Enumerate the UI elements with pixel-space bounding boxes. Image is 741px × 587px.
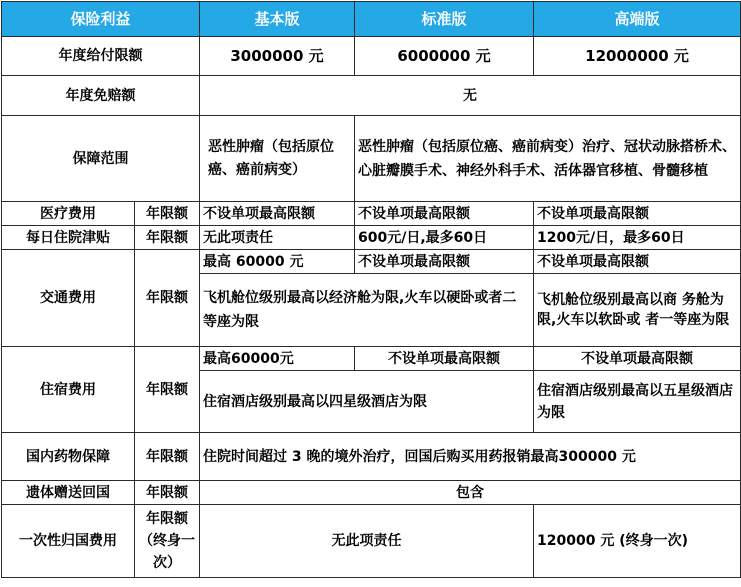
row-transport-limit <box>2 250 741 274</box>
benefits-table <box>1 1 741 578</box>
lodging-premium-limit: 不设单项最高限额 <box>534 347 741 371</box>
daily-allowance-basic: 无此项责任 <box>200 226 355 250</box>
row-deductible <box>2 76 741 116</box>
row-annual-limit <box>2 37 741 76</box>
domestic-drug-value: 住院时间超过 3 晚的境外治疗，回国后购买用药报销最高300000 元 <box>200 433 741 481</box>
sub-domestic-drug: 年限额 <box>135 433 200 481</box>
label-repatriation: 遗体赠送回国 <box>2 481 135 505</box>
sub-lodging: 年限额 <box>135 347 200 433</box>
coverage-standard-premium: 恶性肿瘤（包括原位癌、癌前病变）治疗、冠状动脉搭桥术、心脏瓣膜手术、神经外科手术、活体器官移植、骨髓移植 <box>355 116 741 202</box>
sub-lump-sum: 年限额（终身一次） <box>135 505 200 578</box>
lump-sum-premium: 120000 元 (终身一次) <box>534 505 741 578</box>
header-basic: 基本版 <box>200 2 355 37</box>
header-premium: 高端版 <box>534 2 741 37</box>
annual-limit-standard: 6000000 元 <box>355 37 534 76</box>
annual-limit-basic: 3000000 元 <box>200 37 355 76</box>
medical-basic: 不设单项最高限额 <box>200 202 355 226</box>
transport-basic-standard-note: 飞机舱位级别最高以经济舱为限,火车以硬卧或者二等座为限 <box>200 274 534 347</box>
row-coverage <box>2 116 741 202</box>
lodging-basic-standard-note: 住宿酒店级别最高以四星级酒店为限 <box>200 371 534 433</box>
sub-medical: 年限额 <box>135 202 200 226</box>
daily-allowance-premium: 1200元/日，最多60日 <box>534 226 741 250</box>
table-header-row <box>2 2 741 37</box>
row-lump-sum <box>2 505 741 578</box>
coverage-basic: 恶性肿瘤（包括原位癌、癌前病变） <box>200 116 355 202</box>
header-benefits: 保险利益 <box>2 2 200 37</box>
label-lump-sum: 一次性归国费用 <box>2 505 135 578</box>
row-repatriation <box>2 481 741 505</box>
transport-standard-limit: 不设单项最高限额 <box>355 250 534 274</box>
sub-daily-allowance: 年限额 <box>135 226 200 250</box>
repatriation-value: 包含 <box>200 481 741 505</box>
row-lodging-limit <box>2 347 741 371</box>
daily-allowance-standard: 600元/日,最多60日 <box>355 226 534 250</box>
label-lodging: 住宿费用 <box>2 347 135 433</box>
label-coverage: 保障范围 <box>2 116 200 202</box>
transport-basic-limit: 最高 60000 元 <box>200 250 355 274</box>
label-domestic-drug: 国内药物保障 <box>2 433 135 481</box>
lodging-standard-limit: 不设单项最高限额 <box>355 347 534 371</box>
transport-premium-limit: 不设单项最高限额 <box>534 250 741 274</box>
label-annual-limit: 年度给付限额 <box>2 37 200 76</box>
medical-standard: 不设单项最高限额 <box>355 202 534 226</box>
row-daily-allowance <box>2 226 741 250</box>
lodging-basic-limit: 最高60000元 <box>200 347 355 371</box>
sub-repatriation: 年限额 <box>135 481 200 505</box>
label-transport: 交通费用 <box>2 250 135 347</box>
sub-transport: 年限额 <box>135 250 200 347</box>
lump-sum-basic-standard: 无此项责任 <box>200 505 534 578</box>
label-medical: 医疗费用 <box>2 202 135 226</box>
label-deductible: 年度免赔额 <box>2 76 200 116</box>
lodging-premium-note: 住宿酒店级别最高以五星级酒店为限 <box>534 371 741 433</box>
medical-premium: 不设单项最高限额 <box>534 202 741 226</box>
row-domestic-drug <box>2 433 741 481</box>
deductible-value: 无 <box>200 76 741 116</box>
annual-limit-premium: 12000000 元 <box>534 37 741 76</box>
row-medical <box>2 202 741 226</box>
label-daily-allowance: 每日住院津贴 <box>2 226 135 250</box>
header-standard: 标准版 <box>355 2 534 37</box>
transport-premium-note: 飞机舱位级别最高以商 务舱为限,火车以软卧或 者一等座为限 <box>534 274 741 347</box>
